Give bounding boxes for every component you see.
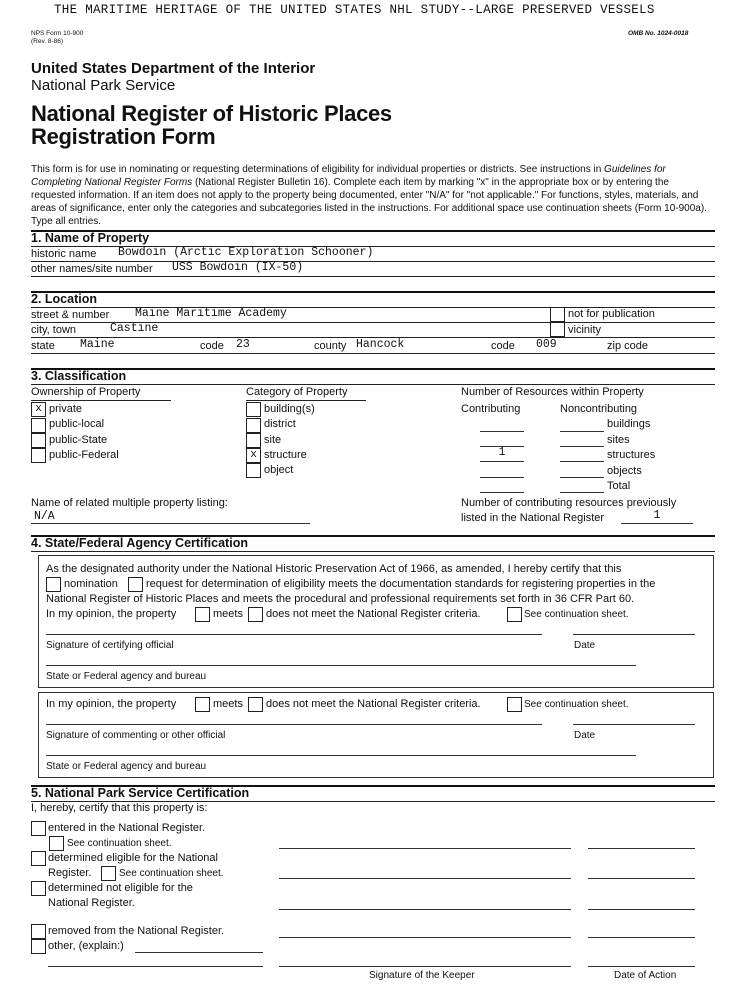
category-district-checkbox[interactable] (246, 418, 261, 433)
eligible-date-line[interactable] (588, 878, 695, 879)
ownership-public-federal-checkbox[interactable] (31, 448, 46, 463)
certifying-date-line[interactable] (573, 634, 695, 635)
nomination-label: nomination (64, 578, 118, 590)
entered-see-continuation-checkbox[interactable] (49, 836, 64, 851)
meets-checkbox-2[interactable] (195, 697, 210, 712)
res-total-noncontrib-line (560, 492, 604, 493)
entered-label: entered in the National Register. (48, 822, 206, 834)
nps-cert-intro: I, hereby, certify that this property is: (31, 802, 208, 814)
cert-line3: National Register of Historic Places and meets the procedural and professional requirements set forth in 36 CFR Part 60. (46, 593, 635, 605)
vicinity-label: vicinity (568, 324, 602, 336)
state-value[interactable]: Maine (80, 338, 115, 351)
commenting-date-label: Date (574, 730, 596, 741)
commenting-signature-label: Signature of commenting or other official (46, 730, 226, 741)
removed-signature-line[interactable] (279, 937, 571, 938)
nomination-checkbox[interactable] (46, 577, 61, 592)
previously-listed-value[interactable]: 1 (653, 509, 661, 522)
section5-heading: 5. National Park Service Certification (31, 786, 250, 800)
state-code-label: code (200, 340, 224, 352)
does-not-meet-label-2: does not meet the National Register criteria. (266, 698, 481, 710)
keeper-signature-label: Signature of the Keeper (369, 970, 475, 981)
historic-name-label: historic name (31, 248, 97, 260)
omb-number: OMB No. 1024-0018 (628, 30, 689, 37)
department-name: United States Department of the Interior (31, 60, 316, 77)
related-listing-line (31, 523, 310, 524)
res-sites-noncontrib-line (560, 446, 604, 447)
instructions-guidelines: Guidelines for Completing National Register Forms (31, 164, 666, 188)
related-listing-label: Name of related multiple property listing: (31, 497, 228, 509)
previously-listed-line2: listed in the National Register (461, 512, 605, 524)
entered-signature-line[interactable] (279, 848, 571, 849)
removed-label: removed from the National Register. (48, 925, 225, 937)
ownership-public-federal-label: public-Federal (49, 449, 119, 461)
eligible-see-continuation-checkbox[interactable] (101, 866, 116, 881)
not-eligible-signature-line[interactable] (279, 909, 571, 910)
category-object-checkbox[interactable] (246, 463, 261, 478)
commenting-agency-line[interactable] (46, 755, 636, 756)
ownership-public-state-checkbox[interactable] (31, 433, 46, 448)
previously-listed-line1: Number of contributing resources previously (461, 497, 677, 509)
city-label: city, town (31, 324, 77, 336)
res-buildings-contrib-line (480, 431, 524, 432)
related-listing-value[interactable]: N/A (34, 510, 55, 523)
street-label: street & number (31, 309, 110, 321)
request-determination-checkbox[interactable] (128, 577, 143, 592)
ownership-public-state-label: public-State (49, 434, 108, 446)
category-district-label: district (264, 418, 296, 430)
res-sites-label: sites (607, 434, 630, 446)
category-building-checkbox[interactable] (246, 402, 261, 417)
keeper-date-line[interactable] (588, 966, 695, 967)
section2-heading: 2. Location (31, 292, 97, 306)
cert-line1: As the designated authority under the National Historic Preservation Act of 1966, as amended, I hereby certify that this (46, 563, 622, 575)
removed-date-line[interactable] (588, 937, 695, 938)
meets-label-2: meets (213, 698, 243, 710)
other-label: other, (explain:) (48, 940, 124, 952)
instructions (31, 163, 715, 228)
certifying-signature-line[interactable] (46, 634, 542, 635)
does-not-meet-checkbox-2[interactable] (248, 697, 263, 712)
contributing-label: Contributing (461, 403, 521, 415)
eligible-signature-line[interactable] (279, 878, 571, 879)
certifying-signature-label: Signature of certifying official (46, 640, 174, 651)
historic-name-value[interactable]: Bowdoin (Arctic Exploration Schooner) (118, 246, 374, 259)
entered-checkbox[interactable] (31, 821, 46, 836)
entered-see-continuation-label: See continuation sheet. (67, 838, 172, 849)
other-checkbox[interactable] (31, 939, 46, 954)
city-value[interactable]: Castine (110, 322, 159, 335)
opinion-label-2: In my opinion, the property (46, 698, 177, 710)
determined-eligible-checkbox[interactable] (31, 851, 46, 866)
determined-not-eligible-label-2: National Register. (48, 897, 135, 909)
other-names-rule (31, 276, 715, 277)
category-object-label: object (264, 464, 294, 476)
category-structure-label: structure (264, 449, 307, 461)
meets-checkbox-1[interactable] (195, 607, 210, 622)
not-eligible-date-line[interactable] (588, 909, 695, 910)
commenting-agency-label: State or Federal agency and bureau (46, 761, 207, 772)
resources-heading: Number of Resources within Property (461, 386, 644, 398)
see-continuation-checkbox-2[interactable] (507, 697, 522, 712)
previously-listed-line (621, 523, 693, 524)
see-continuation-label-2: See continuation sheet. (524, 699, 629, 710)
res-structures-contrib[interactable]: 1 (498, 446, 506, 459)
category-heading-rule (246, 400, 366, 401)
res-total-label: Total (607, 480, 631, 492)
keeper-signature-line[interactable] (279, 966, 571, 967)
ownership-heading-rule (31, 400, 171, 401)
category-site-checkbox[interactable] (246, 433, 261, 448)
other-explain-line-2[interactable] (48, 966, 263, 967)
section1-heading: 1. Name of Property (31, 231, 150, 245)
noncontributing-label: Noncontributing (560, 403, 638, 415)
county-label: county (314, 340, 347, 352)
does-not-meet-label-1: does not meet the National Register criteria. (266, 608, 481, 620)
county-value[interactable]: Hancock (356, 338, 405, 351)
form-title-line1: National Register of Historic Places (31, 101, 392, 126)
see-continuation-checkbox-1[interactable] (507, 607, 522, 622)
cert-line2-rest: request for determination of eligibility meets the documentation standards for registering properties in the (146, 578, 656, 590)
section3-top-rule (31, 368, 715, 370)
state-code-value[interactable]: 23 (236, 338, 250, 351)
res-objects-noncontrib-line (560, 477, 604, 478)
instructions-part2: (National Register Bulletin 16). Complete each item by marking "x" in the appropriate box or by entering the requested information. If an item does not apply to the property being documented, enter "N/A" for "not applicable." For functions, styles, materials, and areas of significance, enter only the categories and subcategories listed in the instructions. For additional space use continuation sheets (Form 10-900a). Type all entries. (31, 177, 707, 227)
ownership-public-local-checkbox[interactable] (31, 418, 46, 433)
meets-label-1: meets (213, 608, 243, 620)
eligible-see-continuation-label: See continuation sheet. (119, 868, 224, 879)
category-heading: Category of Property (246, 386, 348, 398)
street-value[interactable]: Maine Maritime Academy (135, 307, 287, 320)
ownership-private-checkbox[interactable]: x (31, 402, 46, 417)
form-revision: (Rev. 8-86) (31, 38, 64, 45)
study-title: THE MARITIME HERITAGE OF THE UNITED STATES NHL STUDY--LARGE PRESERVED VESSELS (54, 3, 655, 17)
certifying-agency-label: State or Federal agency and bureau (46, 671, 207, 682)
category-site-label: site (264, 434, 282, 446)
category-building-label: building(s) (264, 403, 315, 415)
not-for-publication-label: not for publication (568, 308, 655, 320)
res-total-contrib-line (480, 492, 524, 493)
commenting-signature-line[interactable] (46, 724, 542, 725)
ownership-private-label: private (49, 403, 83, 415)
determined-eligible-label-1: determined eligible for the National (48, 852, 218, 864)
opinion-label-1: In my opinion, the property (46, 608, 177, 620)
res-structures-contrib-line (480, 461, 524, 462)
res-structures-noncontrib-line (560, 461, 604, 462)
vicinity-checkbox[interactable] (550, 322, 565, 337)
commenting-date-line[interactable] (573, 724, 695, 725)
section4-heading-rule (31, 551, 715, 552)
historic-name-rule (31, 261, 715, 262)
res-objects-contrib-line (480, 477, 524, 478)
service-name: National Park Service (31, 77, 176, 94)
res-structures-label: structures (607, 449, 656, 461)
section3-heading: 3. Classification (31, 369, 127, 383)
entered-date-line[interactable] (588, 848, 695, 849)
see-continuation-label-1: See continuation sheet. (524, 609, 629, 620)
does-not-meet-checkbox-1[interactable] (248, 607, 263, 622)
form-title-line2: Registration Form (31, 124, 216, 149)
ownership-public-local-label: public-local (49, 418, 105, 430)
state-label: state (31, 340, 55, 352)
certifying-date-label: Date (574, 640, 596, 651)
county-code-label: code (491, 340, 515, 352)
not-for-publication-checkbox[interactable] (550, 307, 565, 322)
determined-eligible-label-2: Register. (48, 867, 92, 879)
section3-heading-rule (31, 384, 715, 385)
category-structure-checkbox[interactable]: x (246, 448, 261, 463)
form-number: NPS Form 10-900 (31, 30, 84, 37)
date-of-action-label: Date of Action (614, 970, 677, 981)
determined-not-eligible-checkbox[interactable] (31, 881, 46, 896)
section4-heading: 4. State/Federal Agency Certification (31, 536, 248, 550)
res-buildings-label: buildings (607, 418, 651, 430)
res-buildings-noncontrib-line (560, 431, 604, 432)
determined-not-eligible-label-1: determined not eligible for the (48, 882, 193, 894)
zip-label: zip code (607, 340, 648, 352)
ownership-heading: Ownership of Property (31, 386, 141, 398)
other-names-value[interactable]: USS Bowdoin (IX-50) (172, 261, 304, 274)
res-objects-label: objects (607, 465, 642, 477)
county-code-value[interactable]: 009 (536, 338, 557, 351)
state-rule (31, 353, 715, 354)
other-explain-line[interactable] (135, 952, 263, 953)
instructions-part1: This form is for use in nominating or requesting determinations of eligibility for individual properties or districts. See instructions in (31, 164, 605, 175)
section2-top-rule (31, 291, 715, 293)
certifying-agency-line[interactable] (46, 665, 636, 666)
removed-checkbox[interactable] (31, 924, 46, 939)
other-names-label: other names/site number (31, 263, 153, 275)
